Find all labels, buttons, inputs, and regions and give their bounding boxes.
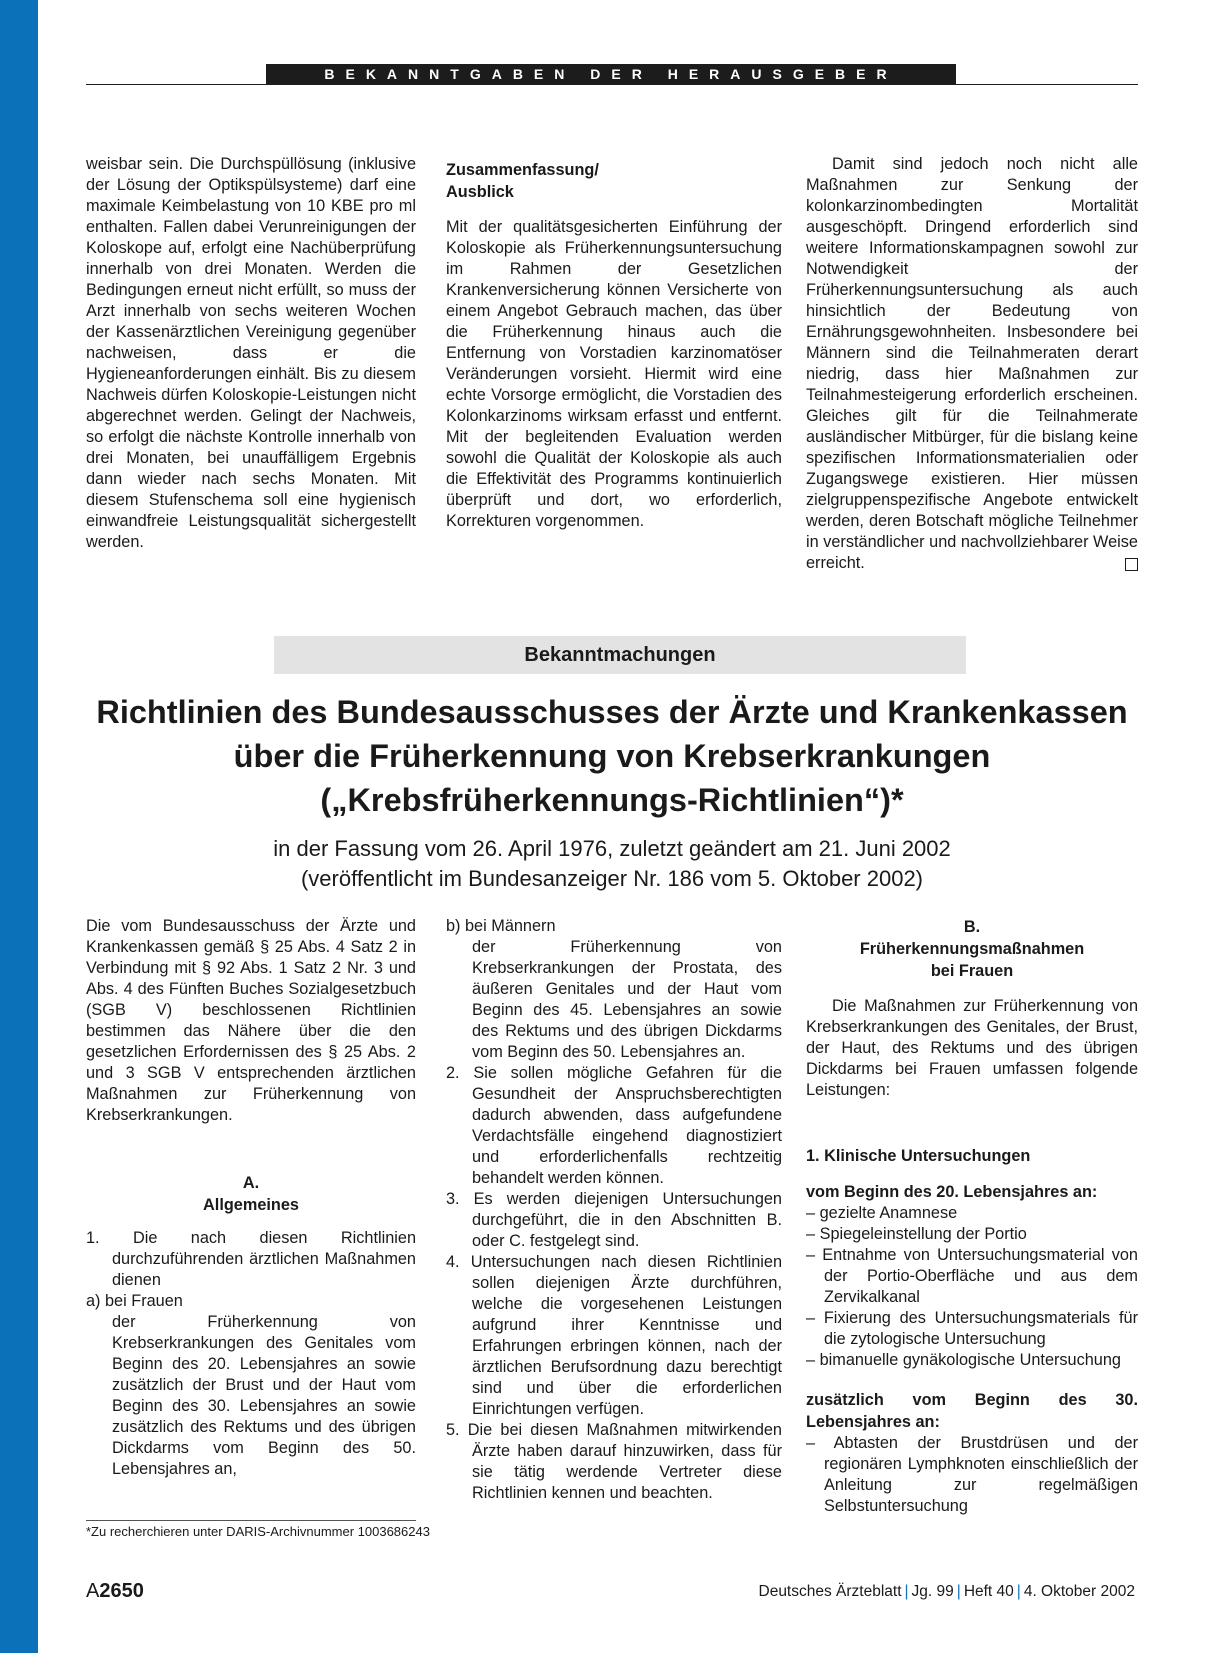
section-title: Früherkennungsmaßnahmen bbox=[859, 940, 1085, 958]
bottom-column-1 bbox=[86, 916, 416, 1480]
paragraph: Die vom Bundesausschuss der Ärzte und Krankenkassen gemäß § 25 Abs. 4 Satz 2 in Verbindung mit § 92 Abs. 1 Satz 2 Nr. 3 und Abs. 4 des Fünften Buches Sozialgesetzbuch (SGB V) beschlossenen Richtlinien bestimmen das Nähere über die den gesetzlichen Erfordernissen des § 25 Abs. 2 und 3 SGB V entsprechenden ärztlichen Maßnahmen zur Früherkennung von Krebserkrankungen. bbox=[86, 917, 416, 1124]
list-item: – Spiegeleinstellung der Portio bbox=[806, 1225, 1027, 1243]
footnote-rule bbox=[86, 1520, 416, 1521]
list-item: – bimanuelle gynäkologische Untersuchung bbox=[806, 1351, 1121, 1369]
list-item: 3. Es werden diejenigen Untersuchungen durchgeführt, die in den Abschnitten B. oder C. festgelegt sind. bbox=[446, 1190, 782, 1250]
journal-name: Deutsches Ärzteblatt bbox=[758, 1583, 902, 1600]
title-line: über die Früherkennung von Krebserkrankungen bbox=[233, 738, 991, 774]
list-item-text: der Früherkennung von Krebserkrankungen der Prostata, des äußeren Genitales und der Haut vom Beginn des 45. Lebensjahres an sowie des Rektums und des übrigen Dickdarms vom Beginn des 50. Lebensjahres an. bbox=[472, 938, 782, 1061]
separator: | bbox=[1016, 1583, 1021, 1600]
paragraph: Damit sind jedoch noch nicht alle Maßnahmen zur Senkung der kolonkarzinombedingten Mortalität ausgeschöpft. Dringend erforderlich sind weitere Informationskampagnen sowohl zur Notwendigkeit der Früherkennungsuntersuchung als auch hinsichtlich der Bedeutung von Ernährungsgewohnheiten. Insbesondere bei Männern sind die Teilnahmeraten derart niedrig, dass hier Maßnahmen zur Teilnahmesteigerung erforderlich erscheinen. Gleiches gilt für die Teilnahmerate ausländischer Mitbürger, für die bislang keine spezifischen Informationsmaterialien oder Zugangswege existieren. Hier müssen zielgruppenspezifische Angebote entwickelt werden, deren Botschaft mögliche Teilnehmer in verständlicher und nachvollziehbarer Weise erreicht. bbox=[806, 155, 1138, 572]
title-line: („Krebsfrüherkennungs-Richtlinien“)* bbox=[320, 782, 904, 818]
paragraph: Die Maßnahmen zur Früherkennung von Krebserkrankungen des Genitales, der Brust, der Haut, des Rektums und des übrigen Dickdarms bei Frauen umfassen folgende Leistungen: bbox=[806, 997, 1138, 1099]
header-rule bbox=[86, 84, 1138, 85]
section-letter: A. bbox=[242, 1174, 260, 1192]
list-item: a) bei Frauen bbox=[86, 1292, 183, 1310]
list-item: b) bei Männern bbox=[446, 917, 556, 935]
journal-issue: Heft 40 bbox=[963, 1583, 1014, 1600]
separator: | bbox=[956, 1583, 961, 1600]
section-title: bei Frauen bbox=[930, 962, 1014, 980]
page-number-value: 2650 bbox=[99, 1580, 144, 1602]
list-item: 2. Sie sollen mögliche Gefahren für die Gesundheit der Anspruchsberechtigten dadurch abwenden, dass aufgefundene Verdachtsfälle eingehend diagnostiziert und erforderlichenfalls rechtzeitig behandelt werden können. bbox=[446, 1064, 782, 1187]
section-heading: Ausblick bbox=[446, 183, 514, 201]
subtitle-line: in der Fassung vom 26. April 1976, zuletzt geändert am 21. Juni 2002 bbox=[273, 836, 951, 861]
list-item: 5. Die bei diesen Maßnahmen mitwirkenden Ärzte haben darauf hinzuwirken, dass für sie tätig werdende Vertreter diese Richtlinien kennen und beachten. bbox=[446, 1421, 782, 1502]
bottom-column-2 bbox=[446, 916, 782, 1504]
top-column-2 bbox=[446, 159, 782, 532]
blue-edge-strip bbox=[0, 0, 38, 1653]
sub-heading: 1. Klinische Untersuchungen bbox=[806, 1147, 1031, 1165]
section-title: Allgemeines bbox=[203, 1196, 299, 1214]
page-number bbox=[86, 1580, 144, 1603]
document-subtitle bbox=[86, 834, 1138, 894]
section-letter: B. bbox=[963, 918, 981, 936]
document-title bbox=[86, 690, 1138, 822]
list-item: 1. Die nach diesen Richtlinien durchzuführenden ärztlichen Maßnahmen dienen bbox=[86, 1229, 416, 1289]
footnote: *Zu recherchieren unter DARIS-Archivnummer 1003686243 bbox=[86, 1524, 430, 1539]
separator: | bbox=[904, 1583, 909, 1600]
paragraph: weisbar sein. Die Durchspüllösung (inklusive der Lösung der Optikspülsysteme) darf eine maximale Keimbelastung von 10 KBE pro ml enthalten. Fallen dabei Verunreinigungen der Koloskope auf, erfolgt eine Nachüberprüfung innerhalb von drei Monaten. Werden die Bedingungen erneut nicht erfüllt, so muss der Arzt innerhalb von sechs weiteren Wochen der Kassenärztlichen Vereinigung gegenüber nachweisen, dass er die Hygieneanforderungen einhält. Bis zu diesem Nachweis dürfen Koloskopie-Leistungen nicht abgerechnet werden. Gelingt der Nachweis, so erfolgt die nächste Kontrolle innerhalb von drei Monaten, bei unauffälligem Ergebnis dann wieder nach sechs Monaten. Mit diesem Stufenschema soll eine hygienisch einwandfreie Leistungsqualität sichergestellt werden. bbox=[86, 155, 416, 551]
subtitle-line: (veröffentlicht im Bundesanzeiger Nr. 186 vom 5. Oktober 2002) bbox=[300, 866, 924, 891]
list-item: – gezielte Anamnese bbox=[806, 1204, 958, 1222]
list-item-text: der Früherkennung von Krebserkrankungen des Genitales vom Beginn des 20. Lebensjahres an sowie zusätzlich der Brust und der Haut vom Beginn des 30. Lebensjahres an sowie zusätzlich des Rektums und des übrigen Dickdarms vom Beginn des 50. Lebensjahres an, bbox=[112, 1313, 416, 1478]
age-heading: vom Beginn des 20. Lebensjahres an: bbox=[806, 1183, 1098, 1201]
top-column-1 bbox=[86, 154, 416, 553]
section-label: Bekanntmachungen bbox=[274, 636, 966, 674]
page-prefix: A bbox=[86, 1580, 100, 1602]
journal-volume: Jg. 99 bbox=[911, 1583, 954, 1600]
bottom-column-3 bbox=[806, 916, 1138, 1517]
list-item: – Entnahme von Untersuchungsmaterial von der Portio-Oberfläche und aus dem Zervikalkanal bbox=[806, 1246, 1138, 1306]
section-heading: Zusammenfassung/ bbox=[446, 161, 599, 179]
end-of-article-box-icon bbox=[1125, 558, 1138, 571]
journal-info bbox=[759, 1583, 1136, 1601]
list-item: 4. Untersuchungen nach diesen Richtlinien sollen diejenigen Ärzte durchführen, welche die vorgesehenen Leistungen aufgrund ihrer Kenntnisse und Erfahrungen erbringen können, nach der ärztlichen Berufsordnung dazu berechtigt sind und über die erforderlichen Einrichtungen verfügen. bbox=[446, 1253, 782, 1418]
list-item: – Abtasten der Brustdrüsen und der regionären Lymphknoten einschließlich der Anleitung zur regelmäßigen Selbstuntersuchung bbox=[806, 1434, 1138, 1515]
list-item: – Fixierung des Untersuchungsmaterials für die zytologische Untersuchung bbox=[806, 1309, 1138, 1348]
title-line: Richtlinien des Bundesausschusses der Ärzte und Krankenkassen bbox=[96, 694, 1128, 730]
age-heading: zusätzlich vom Beginn des 30. Lebensjahres an: bbox=[806, 1391, 1138, 1431]
top-column-3 bbox=[806, 154, 1138, 574]
section-header-bar: BEKANNTGABEN DER HERAUSGEBER bbox=[266, 64, 956, 84]
paragraph: Mit der qualitätsgesicherten Einführung der Koloskopie als Früherkennungsuntersuchung im Rahmen der Gesetzlichen Krankenversicherung können Versicherte von einem Angebot Gebrauch machen, das über die Früherkennung hinaus auch die Entfernung von Vorstadien karzinomatöser Veränderungen vorsieht. Hiermit wird eine echte Vorsorge ermöglicht, die Vorstadien des Kolonkarzinoms wirksam erfasst und entfernt. Mit der begleitenden Evaluation werden sowohl die Qualität der Koloskopie als auch die Effektivität des Programms kontinuierlich überprüft und dort, wo erforderlich, Korrekturen vorgenommen. bbox=[446, 218, 782, 530]
journal-date: 4. Oktober 2002 bbox=[1023, 1583, 1135, 1600]
